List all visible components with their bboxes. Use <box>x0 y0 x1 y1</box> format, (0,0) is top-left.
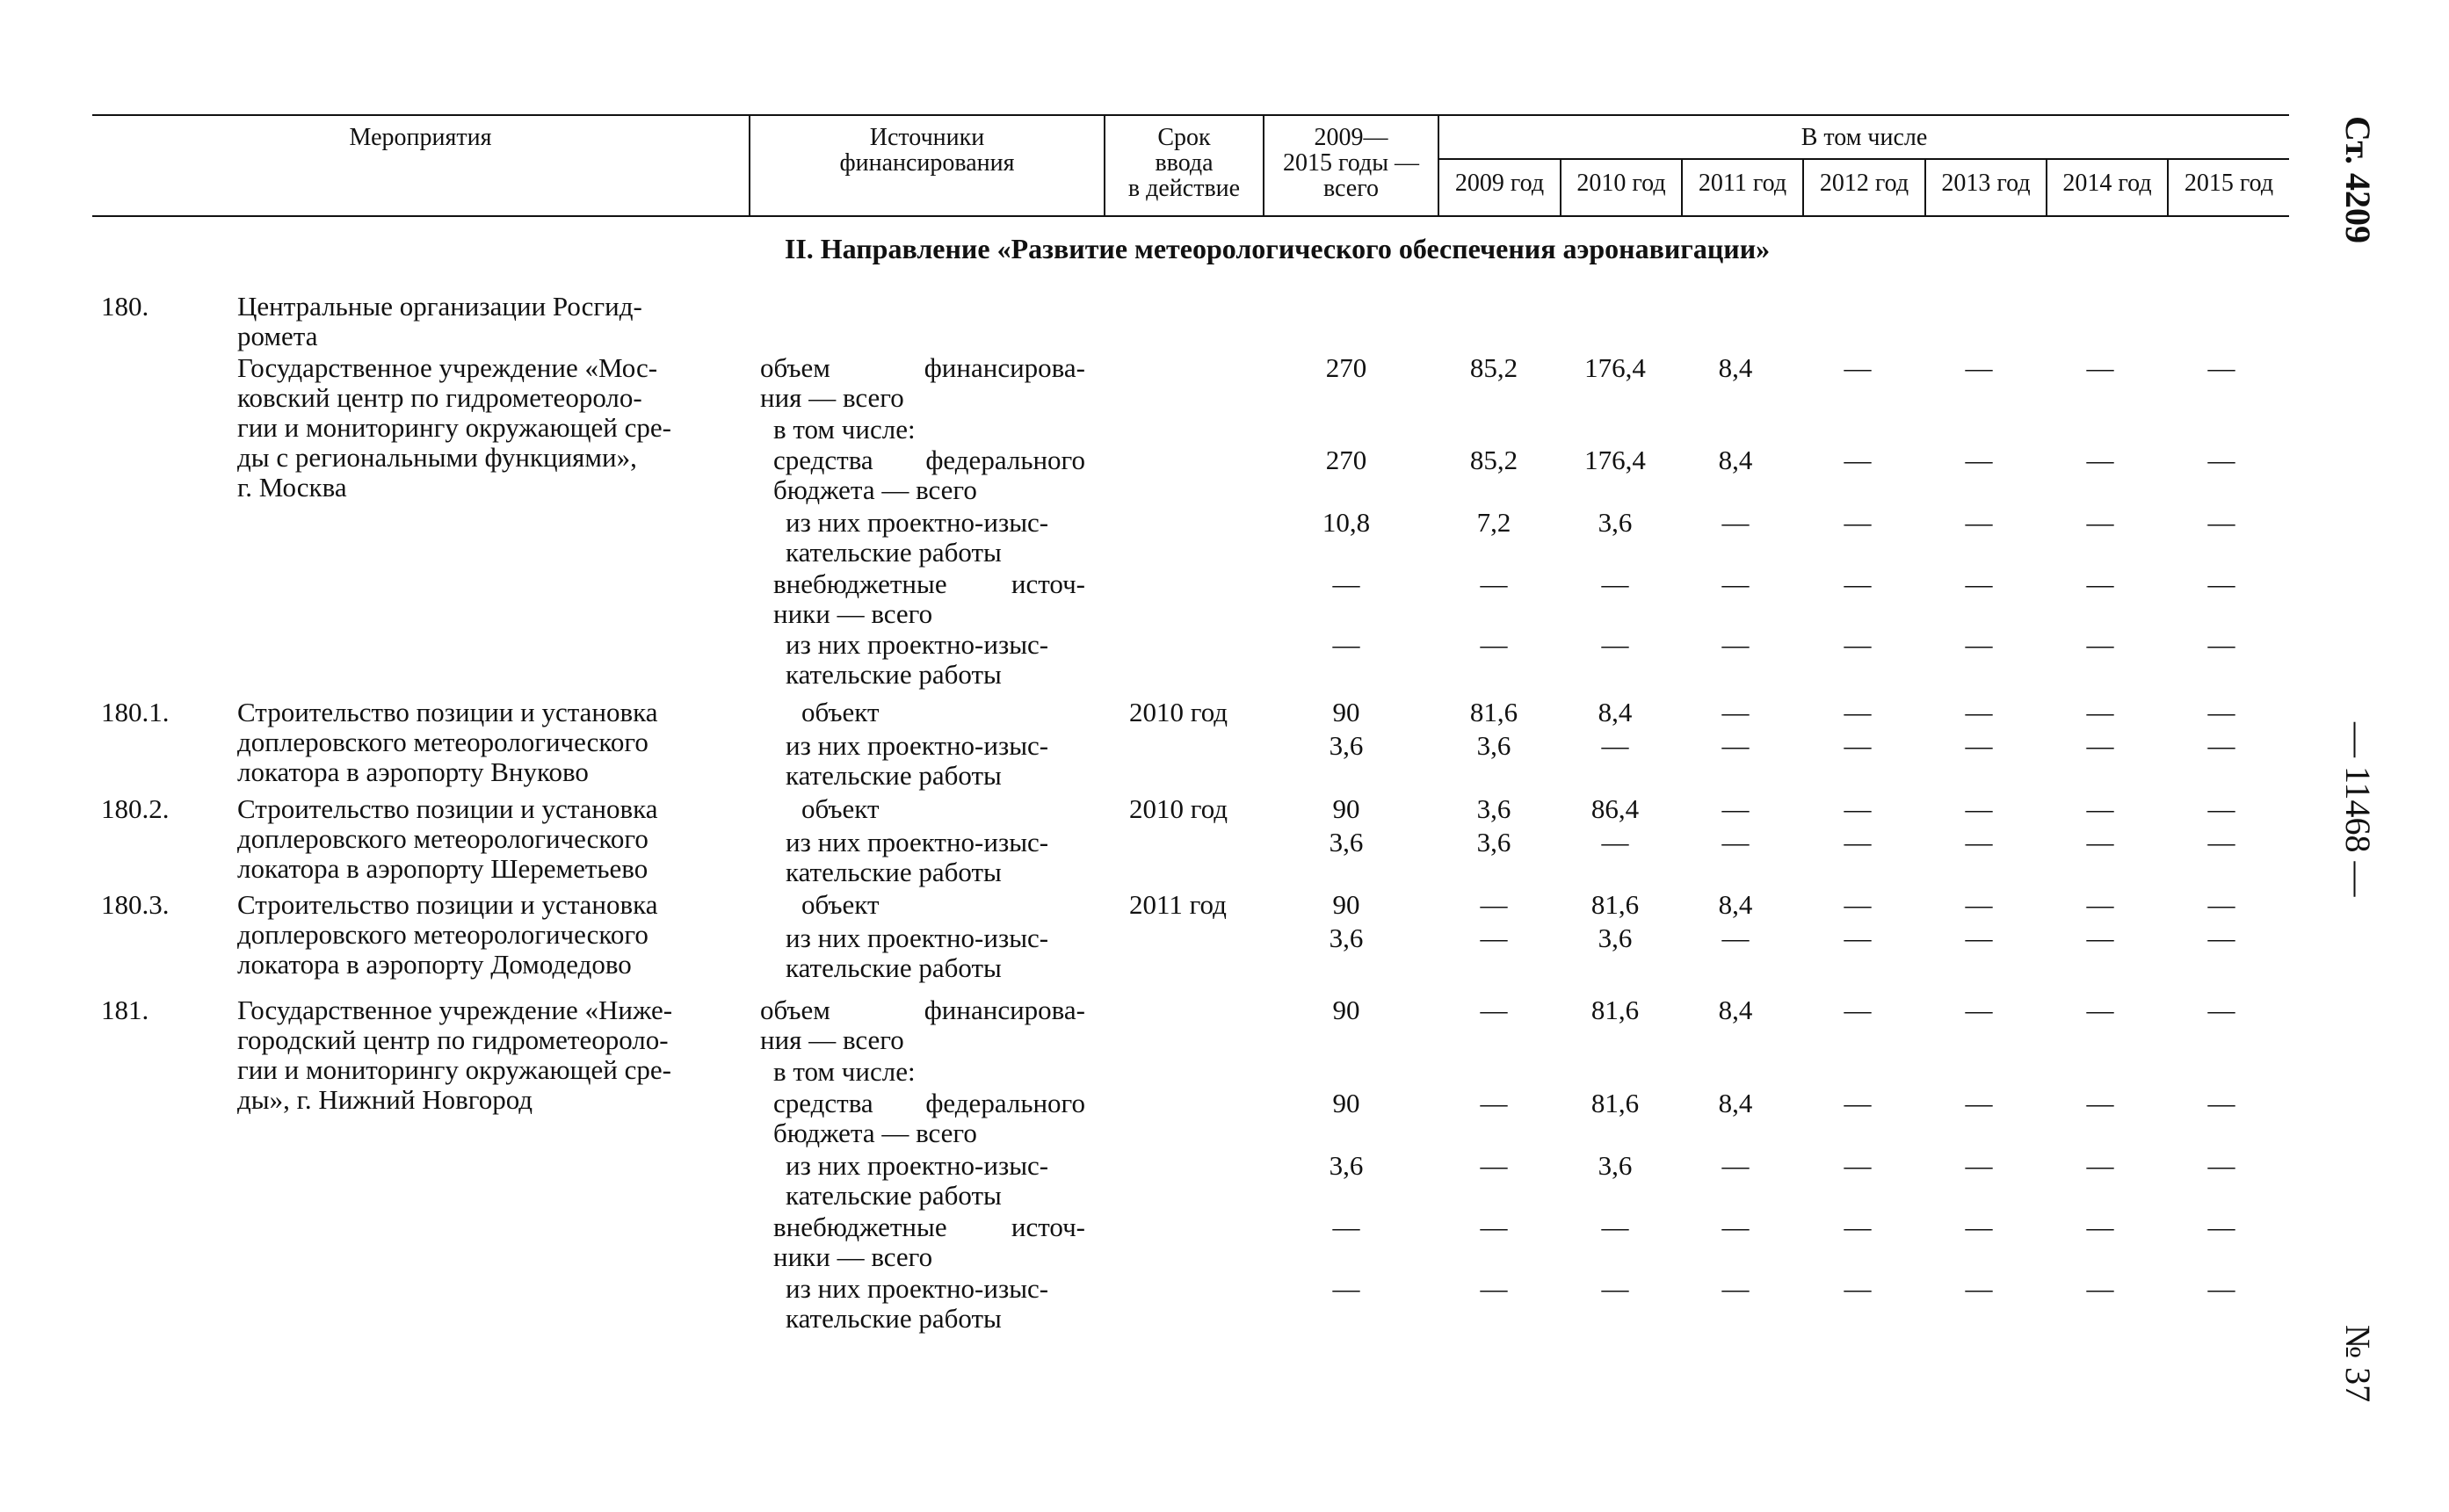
event-text: гии и мониторингу окружающей сре- <box>237 412 671 443</box>
funding-source: из них проектно-изыс- <box>786 1273 1049 1304</box>
funding-source: в том числе: <box>773 1056 916 1087</box>
value-cell: — <box>1965 827 1993 857</box>
value-cell: — <box>1601 1212 1629 1242</box>
value-cell: — <box>1480 1212 1508 1242</box>
value-cell: — <box>2207 730 2235 761</box>
value-cell: — <box>1480 889 1508 920</box>
value-cell: — <box>2086 445 2114 475</box>
header-top-rule <box>92 114 2289 116</box>
value-cell: — <box>1601 1273 1629 1304</box>
event-text: гии и мониторингу окружающей сре- <box>237 1054 671 1085</box>
value-cell: 3,6 <box>1476 793 1511 824</box>
event-text: городский центр по гидрометеороло- <box>237 1024 669 1055</box>
value-cell: — <box>2207 352 2235 383</box>
funding-source: кательские работы <box>786 760 1002 791</box>
value-cell: — <box>1844 1088 1872 1118</box>
funding-source: из них проектно-изыс- <box>786 827 1049 857</box>
value-cell: — <box>2086 1150 2114 1181</box>
event-text: Центральные организации Росгид- <box>237 291 642 322</box>
value-cell: 10,8 <box>1322 507 1371 538</box>
value-cell: — <box>1965 793 1993 824</box>
value-cell: — <box>2207 889 2235 920</box>
row-number: 180.2. <box>101 793 170 824</box>
value-cell: 7,2 <box>1476 507 1511 538</box>
value-cell: — <box>1965 1212 1993 1242</box>
header-year-2010: 2010 год <box>1576 170 1666 197</box>
value-cell: — <box>2207 995 2235 1025</box>
article-number: Ст. 4209 <box>2338 116 2378 243</box>
value-cell: — <box>1721 507 1750 538</box>
funding-source: из них проектно-изыс- <box>786 730 1049 761</box>
value-cell: — <box>2207 445 2235 475</box>
funding-source: средства федерального <box>773 445 1085 475</box>
value-cell: — <box>1332 1273 1360 1304</box>
value-cell: — <box>1332 568 1360 599</box>
event-text: Строительство позиции и установка <box>237 889 658 920</box>
funding-source: ния — всего <box>760 1024 904 1055</box>
event-text: доплеровского метеорологического <box>237 823 648 854</box>
value-cell: 8,4 <box>1598 697 1633 727</box>
value-cell: 8,4 <box>1718 445 1753 475</box>
value-cell: 3,6 <box>1476 827 1511 857</box>
value-cell: — <box>1844 1150 1872 1181</box>
value-cell: 90 <box>1332 697 1360 727</box>
value-cell: — <box>1844 445 1872 475</box>
event-text: Строительство позиции и установка <box>237 697 658 727</box>
header-year-2014: 2014 год <box>2062 170 2152 197</box>
funding-source: ники — всего <box>773 598 933 629</box>
value-cell: — <box>2086 922 2114 953</box>
issue-number: № 37 <box>2338 1325 2378 1403</box>
event-text: ромета <box>237 321 318 351</box>
value-cell: 81,6 <box>1590 889 1640 920</box>
value-cell: — <box>1844 352 1872 383</box>
value-cell: 8,4 <box>1718 995 1753 1025</box>
row-number: 180. <box>101 291 149 322</box>
value-cell: 3,6 <box>1329 1150 1364 1181</box>
value-cell: — <box>2086 697 2114 727</box>
value-cell: — <box>1844 827 1872 857</box>
funding-source: из них проектно-изыс- <box>786 629 1049 660</box>
value-cell: — <box>1844 730 1872 761</box>
value-cell: — <box>1844 1273 1872 1304</box>
value-cell: — <box>1844 922 1872 953</box>
value-cell: — <box>1721 629 1750 660</box>
value-cell: — <box>1965 922 1993 953</box>
value-cell: — <box>1721 827 1750 857</box>
value-cell: — <box>1721 568 1750 599</box>
value-cell: — <box>1721 1273 1750 1304</box>
funding-source: ники — всего <box>773 1241 933 1272</box>
header-year-2015: 2015 год <box>2184 170 2274 197</box>
event-text: доплеровского метеорологического <box>237 919 648 950</box>
value-cell: 3,6 <box>1598 1150 1633 1181</box>
value-cell: — <box>2207 827 2235 857</box>
value-cell: — <box>2207 568 2235 599</box>
value-cell: — <box>2086 1088 2114 1118</box>
value-cell: 3,6 <box>1476 730 1511 761</box>
value-cell: — <box>1844 697 1872 727</box>
value-cell: — <box>2086 629 2114 660</box>
header-total-2: 2015 годы — <box>1282 149 1420 177</box>
value-cell: — <box>2086 1212 2114 1242</box>
header-term-1: Срок <box>1157 124 1211 151</box>
value-cell: 85,2 <box>1469 352 1518 383</box>
value-cell: — <box>1721 922 1750 953</box>
header-total-1: 2009— <box>1314 124 1388 151</box>
value-cell: — <box>1721 730 1750 761</box>
value-cell: 81,6 <box>1469 697 1518 727</box>
value-cell: 81,6 <box>1590 995 1640 1025</box>
value-cell: — <box>1332 629 1360 660</box>
funding-source: ния — всего <box>760 382 904 413</box>
value-cell: 85,2 <box>1469 445 1518 475</box>
value-cell: — <box>1480 568 1508 599</box>
funding-source: из них проектно-изыс- <box>786 1150 1049 1181</box>
value-cell: — <box>2086 827 2114 857</box>
value-cell: — <box>1480 1088 1508 1118</box>
value-cell: — <box>1965 507 1993 538</box>
value-cell: — <box>2086 730 2114 761</box>
value-cell: — <box>2207 793 2235 824</box>
value-cell: — <box>1480 995 1508 1025</box>
value-cell: 3,6 <box>1329 730 1364 761</box>
value-cell: 176,4 <box>1584 445 1646 475</box>
value-cell: 270 <box>1325 352 1367 383</box>
funding-source: в том числе: <box>773 414 916 445</box>
header-year-2012: 2012 год <box>1819 170 1909 197</box>
value-cell: — <box>2086 889 2114 920</box>
value-cell: 3,6 <box>1329 827 1364 857</box>
value-cell: — <box>1332 1212 1360 1242</box>
value-cell: 90 <box>1332 793 1360 824</box>
funding-source: средства федерального <box>773 1088 1085 1118</box>
header-year-2009: 2009 год <box>1454 170 1545 197</box>
value-cell: — <box>2086 352 2114 383</box>
value-cell: 176,4 <box>1584 352 1646 383</box>
value-cell: 270 <box>1325 445 1367 475</box>
value-cell: — <box>1965 1088 1993 1118</box>
value-cell: — <box>1965 730 1993 761</box>
value-cell: — <box>1844 568 1872 599</box>
header-total-3: всего <box>1322 175 1380 202</box>
event-text: ды с региональными функциями», <box>237 442 637 473</box>
funding-source: кательские работы <box>786 857 1002 887</box>
funding-source: кательские работы <box>786 537 1002 568</box>
value-cell: — <box>1965 629 1993 660</box>
value-cell: 3,6 <box>1598 507 1633 538</box>
event-text: локатора в аэропорту Шереметьево <box>237 853 648 884</box>
commissioning-term: 2010 год <box>1129 793 1228 824</box>
value-cell: — <box>1721 697 1750 727</box>
value-cell: 81,6 <box>1590 1088 1640 1118</box>
value-cell: 8,4 <box>1718 1088 1753 1118</box>
value-cell: — <box>1844 889 1872 920</box>
value-cell: — <box>1480 629 1508 660</box>
value-cell: — <box>1965 1273 1993 1304</box>
header-sub-rule <box>1438 158 2289 160</box>
row-number: 180.1. <box>101 697 170 727</box>
value-cell: — <box>2086 995 2114 1025</box>
value-cell: — <box>1844 507 1872 538</box>
value-cell: — <box>1965 697 1993 727</box>
value-cell: — <box>1601 568 1629 599</box>
value-cell: — <box>1965 352 1993 383</box>
value-cell: 3,6 <box>1329 922 1364 953</box>
value-cell: — <box>2086 507 2114 538</box>
value-cell: — <box>2207 1088 2235 1118</box>
header-sources-2: финансирования <box>839 149 1015 177</box>
commissioning-term: 2011 год <box>1129 889 1227 920</box>
value-cell: — <box>1844 1212 1872 1242</box>
funding-source: кательские работы <box>786 952 1002 983</box>
funding-source: кательские работы <box>786 1180 1002 1211</box>
value-cell: 90 <box>1332 889 1360 920</box>
event-text: ковский центр по гидрометеороло- <box>237 382 642 413</box>
value-cell: — <box>1601 629 1629 660</box>
commissioning-term: 2010 год <box>1129 697 1228 727</box>
value-cell: — <box>1721 793 1750 824</box>
value-cell: 90 <box>1332 995 1360 1025</box>
value-cell: — <box>2086 568 2114 599</box>
value-cell: — <box>2207 507 2235 538</box>
value-cell: 3,6 <box>1598 922 1633 953</box>
funding-source: из них проектно-изыс- <box>786 507 1049 538</box>
header-term-3: в действие <box>1127 175 1241 202</box>
value-cell: — <box>1601 827 1629 857</box>
funding-source: объем финансирова- <box>760 352 1085 383</box>
funding-source: бюджета — всего <box>773 474 977 505</box>
event-text: г. Москва <box>237 472 347 503</box>
value-cell: — <box>2207 922 2235 953</box>
header-events: Мероприятия <box>349 124 492 151</box>
funding-source: объект <box>801 793 880 824</box>
event-text: Государственное учреждение «Ниже- <box>237 995 673 1025</box>
value-cell: — <box>1601 730 1629 761</box>
funding-source: кательские работы <box>786 1303 1002 1334</box>
page-number: — 11468 — <box>2338 722 2378 897</box>
event-text: ды», г. Нижний Новгород <box>237 1084 533 1115</box>
event-text: локатора в аэропорту Домодедово <box>237 949 632 980</box>
value-cell: — <box>2207 697 2235 727</box>
row-number: 181. <box>101 995 149 1025</box>
header-year-2011: 2011 год <box>1698 170 1787 197</box>
funding-source: бюджета — всего <box>773 1118 977 1148</box>
value-cell: — <box>2207 1212 2235 1242</box>
value-cell: — <box>1844 995 1872 1025</box>
funding-source: кательские работы <box>786 659 1002 690</box>
value-cell: — <box>2207 629 2235 660</box>
value-cell: — <box>1965 995 1993 1025</box>
value-cell: 86,4 <box>1590 793 1640 824</box>
funding-source: внебюджетные источ- <box>773 568 1085 599</box>
row-number: 180.3. <box>101 889 170 920</box>
header-year-2013: 2013 год <box>1941 170 2031 197</box>
header-sources-1: Источники <box>869 124 985 151</box>
value-cell: 90 <box>1332 1088 1360 1118</box>
value-cell: — <box>1480 922 1508 953</box>
value-cell: — <box>1965 445 1993 475</box>
event-text: доплеровского метеорологического <box>237 727 648 757</box>
value-cell: — <box>1480 1273 1508 1304</box>
value-cell: — <box>1965 568 1993 599</box>
funding-source: внебюджетные источ- <box>773 1212 1085 1242</box>
value-cell: — <box>1721 1212 1750 1242</box>
header-term-2: ввода <box>1155 149 1214 177</box>
value-cell: — <box>1965 1150 1993 1181</box>
header-including: В том числе <box>1801 124 1928 151</box>
value-cell: — <box>1965 889 1993 920</box>
value-cell: — <box>2207 1273 2235 1304</box>
value-cell: 8,4 <box>1718 889 1753 920</box>
event-text: Строительство позиции и установка <box>237 793 658 824</box>
value-cell: 8,4 <box>1718 352 1753 383</box>
funding-source: объект <box>801 697 880 727</box>
value-cell: — <box>1844 793 1872 824</box>
value-cell: — <box>2086 793 2114 824</box>
section-title: II. Направление «Развитие метеорологического обеспечения аэронавигации» <box>784 233 1771 264</box>
header-bottom-rule <box>92 215 2289 217</box>
funding-source: объем финансирова- <box>760 995 1085 1025</box>
value-cell: — <box>1721 1150 1750 1181</box>
value-cell: — <box>2086 1273 2114 1304</box>
value-cell: — <box>2207 1150 2235 1181</box>
event-text: локатора в аэропорту Внуково <box>237 756 589 787</box>
funding-source: из них проектно-изыс- <box>786 922 1049 953</box>
value-cell: — <box>1844 629 1872 660</box>
event-text: Государственное учреждение «Мос- <box>237 352 658 383</box>
funding-source: объект <box>801 889 880 920</box>
value-cell: — <box>1480 1150 1508 1181</box>
